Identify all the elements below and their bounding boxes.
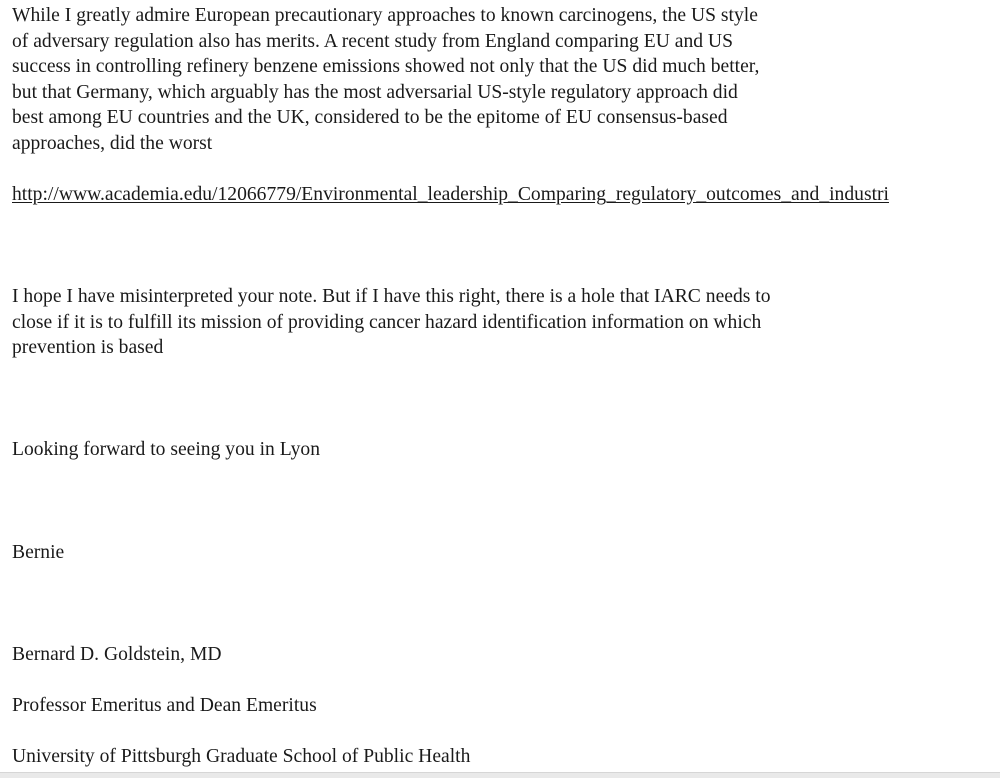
paragraph1-line-2: of adversary regulation also has merits. A recent study from England comparing EU and US <box>12 31 733 52</box>
paragraph1-line-3: success in controlling refinery benzene emissions showed not only that the US did much better, <box>12 56 760 77</box>
sign-off-name: Bernie <box>12 542 65 563</box>
study-link[interactable]: http://www.academia.edu/12066779/Environmental_leadership_Comparing_regulatory_outcomes_and_industri <box>12 184 889 205</box>
signature-affiliation: University of Pittsburgh Graduate School of Public Health <box>12 746 471 767</box>
paragraph2-line-1: I hope I have misinterpreted your note. But if I have this right, there is a hole that IARC needs to <box>12 286 771 307</box>
paragraph1-line-6: approaches, did the worst <box>12 133 213 154</box>
page-bottom-edge <box>0 772 1000 778</box>
paragraph1-line-5: best among EU countries and the UK, considered to be the epitome of EU consensus-based <box>12 107 728 128</box>
paragraph2-line-3: prevention is based <box>12 337 164 358</box>
paragraph1-line-4: but that Germany, which arguably has the most adversarial US-style regulatory approach did <box>12 82 738 103</box>
paragraph2-line-2: close if it is to fulfill its mission of providing cancer hazard identification information on which <box>12 312 762 333</box>
signature-title: Professor Emeritus and Dean Emeritus <box>12 695 317 716</box>
paragraph1-line-1: While I greatly admire European precautionary approaches to known carcinogens, the US style <box>12 5 758 26</box>
signature-name: Bernard D. Goldstein, MD <box>12 644 222 665</box>
closing-line: Looking forward to seeing you in Lyon <box>12 439 321 460</box>
